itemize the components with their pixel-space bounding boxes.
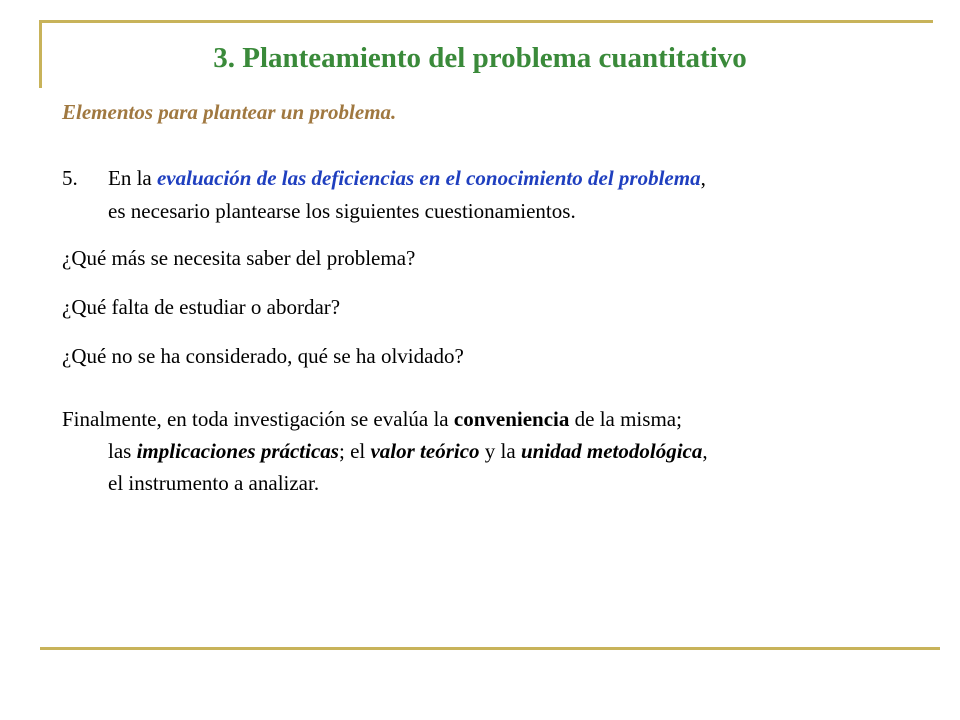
slide-subtitle: Elementos para plantear un problema. [62, 100, 397, 124]
final-l1-text-c: de la misma; [569, 407, 682, 431]
final-l2-text-c: ; el [338, 439, 371, 463]
item-5-line-1 [108, 163, 706, 193]
top-rule [40, 20, 933, 23]
final-l1-text-a: Finalmente, en toda investigación se evalúa la [62, 407, 454, 431]
final-line-2 [108, 436, 708, 466]
final-l2-unidad-metodologica: unidad metodológica [520, 439, 703, 463]
question-2: ¿Qué falta de estudiar o abordar? [62, 295, 341, 319]
item-5-prefix: En la [108, 166, 157, 190]
final-l2-text-e: y la [479, 439, 521, 463]
final-l2-text-g: , [702, 439, 708, 463]
question-1: ¿Qué más se necesita saber del problema? [62, 246, 416, 270]
final-l2-valor-teorico: valor teórico [370, 439, 480, 463]
final-l2-text-a: las [108, 439, 137, 463]
item-5-emphasis: evaluación de las deficiencias en el conocimiento del problema [156, 166, 701, 190]
item-5-number: 5. [62, 166, 78, 190]
item-5-suffix: , [700, 166, 706, 190]
final-l2-implicaciones: implicaciones prácticas [136, 439, 339, 463]
slide-title: 3. Planteamiento del problema cuantitativo [213, 42, 747, 74]
final-line-3: el instrumento a analizar. [108, 471, 320, 495]
bottom-rule [40, 647, 940, 650]
final-l1-conveniencia: conveniencia [453, 407, 570, 431]
question-3: ¿Qué no se ha considerado, qué se ha olvidado? [62, 344, 464, 368]
item-5-line-2: es necesario plantearse los siguientes cuestionamientos. [108, 199, 576, 223]
final-line-1 [62, 404, 682, 434]
